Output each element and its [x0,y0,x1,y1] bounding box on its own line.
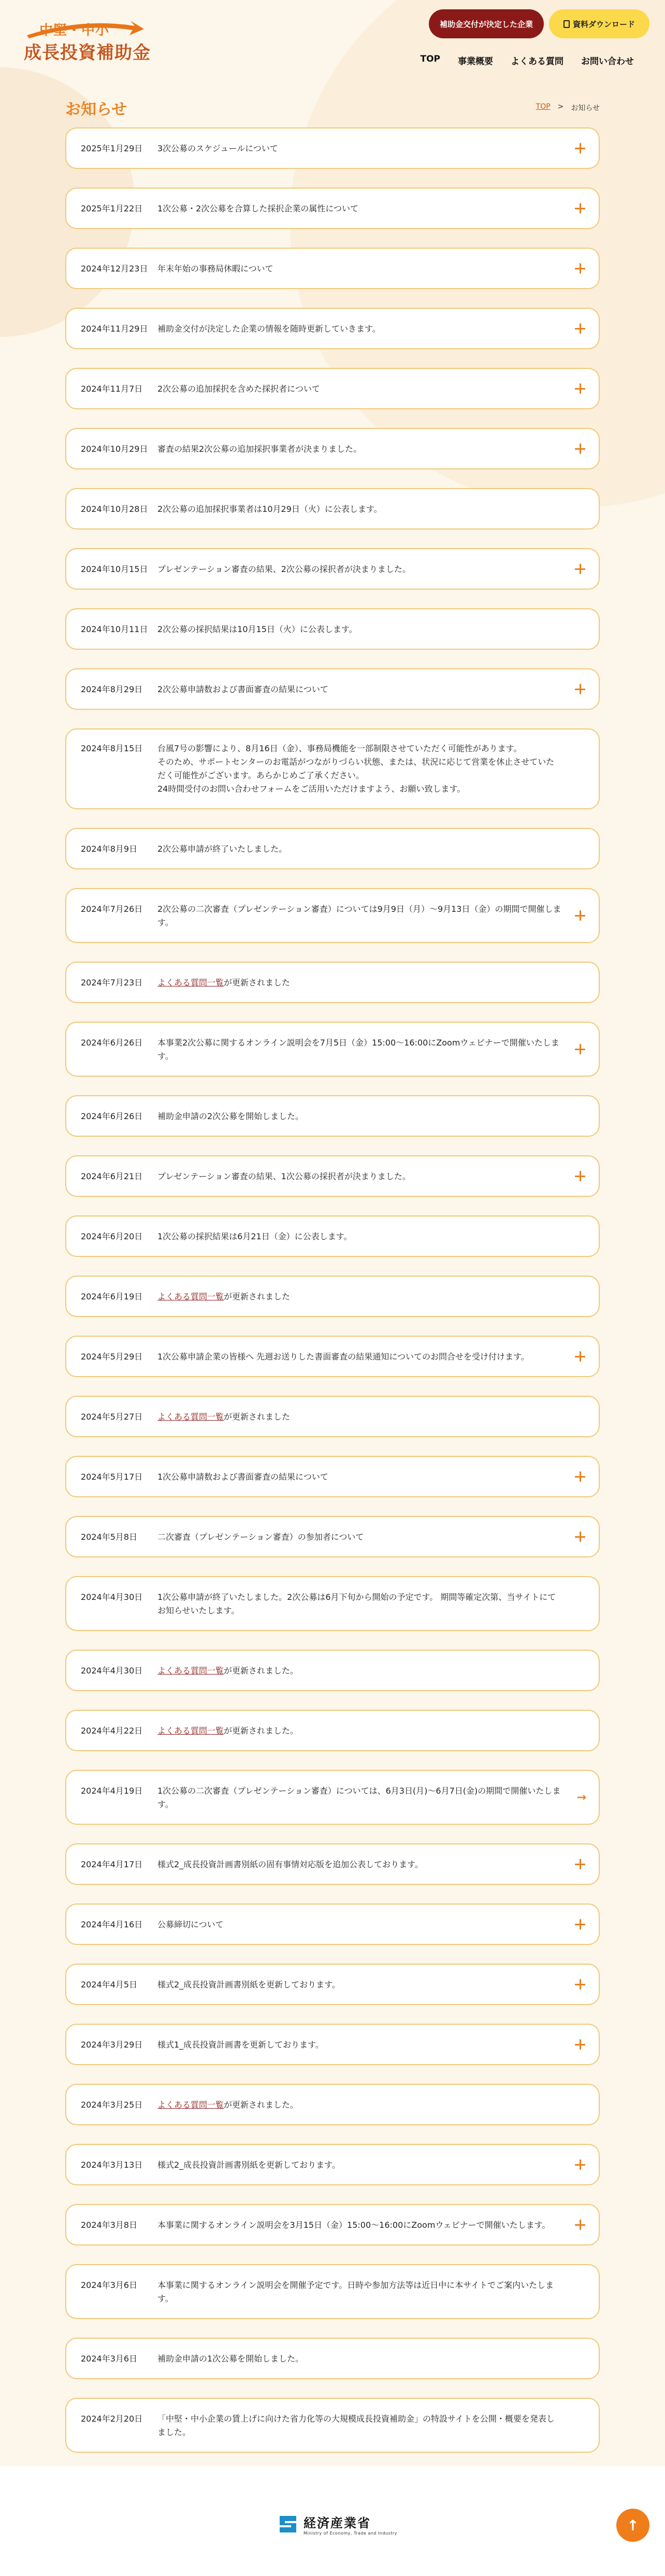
news-date: 2024年2月20日 [81,2414,143,2424]
expand-plus-icon[interactable] [575,383,585,394]
title-row [0,78,665,127]
arrow-right-icon[interactable]: → [576,1791,586,1804]
document-icon [563,20,570,28]
expand-plus-icon[interactable] [575,2220,585,2230]
news-date: 2024年6月20日 [81,1232,143,1241]
news-text [157,903,562,929]
news-date: 2024年6月26日 [81,1111,143,1121]
news-text-body: 2次公募の採択結果は10月15日（火）に公表します。 [157,624,357,634]
expand-plus-icon[interactable] [575,263,585,274]
news-date: 2025年1月22日 [81,204,143,213]
news-text [157,142,562,155]
meti-logo[interactable] [278,2513,397,2536]
news-item[interactable] [65,888,600,943]
news-date: 2024年8月9日 [81,844,138,854]
faq-link[interactable]: よくある質問一覧 [157,1292,224,1301]
news-date: 2024年6月26日 [81,1038,143,1048]
news-date: 2024年6月19日 [81,1292,143,1301]
news-date: 2024年10月29日 [81,444,148,454]
news-item[interactable] [65,2204,600,2245]
news-text-body: 様式2_成長投資計画書別紙を更新しております。 [157,2160,340,2170]
news-date: 2024年4月22日 [81,1726,143,1736]
news-text [157,1230,562,1243]
news-date: 2024年8月15日 [81,743,143,753]
news-text [157,262,562,276]
expand-plus-icon[interactable] [575,443,585,454]
news-item[interactable] [65,368,600,409]
news-date: 2024年10月11日 [81,624,148,634]
site-logo[interactable] [24,15,151,66]
news-text-body: 審査の結果2次公募の追加採択事業者が決まりました。 [157,444,362,454]
news-date: 2024年4月30日 [81,1666,143,1676]
news-text-body: 1次公募の採択結果は6月21日（金）に公表します。 [157,1232,352,1241]
ministry-subtitle: Ministry of Economy, Trade and Industry [303,2531,397,2536]
nav-item-top[interactable]: TOP [420,54,440,64]
news-date: 2024年12月23日 [81,264,148,274]
news-text [157,683,562,696]
news-text-body: 1次公募・2次公募を合算した採択企業の属性について [157,204,359,213]
news-text-body: 本事業2次公募に関するオンライン説明会を7月5日（金）15:00～16:00にZoomウェビナーで開催いたします。 [157,1038,559,1061]
news-text-body: プレゼンテーション審査の結果、1次公募の採択者が決まりました。 [157,1171,411,1181]
news-text-body: が更新されました [224,978,291,988]
news-text-body: 1次公募申請が終了いたしました。2次公募は6月下旬から開始の予定です。 期間等確定次第、当サイトにてお知らせいたします。 [157,1592,556,1615]
expand-plus-icon[interactable] [575,564,585,574]
news-date: 2024年3月25日 [81,2100,143,2110]
news-text-body: 様式1_成長投資計画書を更新しております。 [157,2040,324,2050]
news-text-body: 2次公募申請数および書面審査の結果について [157,684,328,694]
news-item[interactable] [65,2398,600,2453]
news-text-body: 2次公募の追加採択事業者は10月29日（火）に公表します。 [157,504,382,514]
news-text [157,1036,562,1063]
arrow-up-icon: ↑ [627,2516,639,2534]
news-text [157,2352,562,2366]
news-item[interactable] [65,2144,600,2185]
news-text [157,1350,562,1364]
breadcrumb [536,103,600,113]
news-date: 2025年1月29日 [81,144,143,153]
news-item[interactable] [65,127,600,169]
news-item[interactable] [65,488,600,529]
news-text [157,1290,562,1304]
expand-plus-icon[interactable] [575,910,585,921]
news-text-body: が更新されました。 [224,1726,299,1736]
decided-companies-button[interactable]: 補助金交付が決定した企業 [429,9,544,38]
download-button-label: 資料ダウンロード [572,19,635,29]
news-date: 2024年4月5日 [81,1980,138,1990]
breadcrumb-current: お知らせ [571,104,600,112]
news-text-body: 様式2_成長投資計画書別紙を更新しております。 [157,1980,340,1990]
news-item[interactable] [65,2338,600,2379]
news-text-body: 年末年始の事務局休暇について [157,264,273,274]
news-text-body: 本事業に関するオンライン説明会を開催予定です。日時や参加方法等は近日中に本サイトでご案内いたします。 [157,2280,554,2303]
news-text [157,1591,562,1618]
nav-item-contact[interactable]: お問い合わせ [581,56,634,67]
expand-plus-icon[interactable] [575,684,585,694]
news-text-body: 1次公募の二次審査（プレゼンテーション審査）については、6月3日(月)～6月7日(金)の期間で開催いたします。 [157,1786,561,1809]
download-button[interactable] [549,9,649,38]
news-item[interactable] [65,1276,600,1317]
news-text-body: 台風7号の影響により、8月16日（金）、事務局機能を一部制限させていただく可能性があります。 そのため、サポートセンターのお電話がつながりづらい状態、または、状況に応じて営業を休止させていただく可能性がございます。あらかじめご了承ください。 24時間受付のお問い合わせフォームをご活用いただけますよう、お願い致します。 [157,743,555,794]
expand-plus-icon[interactable] [575,2159,585,2170]
news-date: 2024年3月29日 [81,2040,143,2050]
news-item[interactable] [65,1456,600,1497]
news-text [157,1470,562,1484]
news-text-body: 公募締切について [157,1920,224,1929]
news-date: 2024年6月21日 [81,1171,143,1181]
news-text [157,2098,562,2112]
news-text [157,1530,562,1544]
news-item[interactable] [65,1396,600,1437]
news-date: 2024年11月29日 [81,324,148,334]
news-item[interactable] [65,2024,600,2065]
news-item[interactable] [65,608,600,650]
page-title: お知らせ [65,101,127,119]
expand-plus-icon[interactable] [575,1919,585,1929]
news-text [157,503,562,516]
breadcrumb-separator: > [557,103,564,111]
news-item[interactable] [65,1576,600,1631]
news-text [157,742,562,796]
news-text-body: が更新されました。 [224,2100,299,2110]
expand-plus-icon[interactable] [575,1532,585,1542]
news-text [157,1170,562,1183]
news-date: 2024年8月29日 [81,684,143,694]
faq-link[interactable]: よくある質問一覧 [157,1412,224,1422]
expand-plus-icon[interactable] [575,1979,585,1990]
news-text [157,442,562,456]
nav-item-faq[interactable]: よくある質問 [511,56,563,67]
ministry-name: 経済産業省 [303,2516,371,2530]
news-text [157,2412,562,2439]
news-item[interactable] [65,728,600,809]
news-date: 2024年10月28日 [81,504,148,514]
news-date: 2024年7月23日 [81,978,143,988]
logo-text-line2: 成長投資補助金 [24,42,151,63]
news-item[interactable] [65,668,600,710]
news-date: 2024年5月17日 [81,1472,143,1482]
faq-link[interactable]: よくある質問一覧 [157,2100,224,2110]
news-text-body: が更新されました。 [224,1666,299,1676]
faq-link[interactable]: よくある質問一覧 [157,978,224,988]
news-text [157,2279,562,2306]
news-item[interactable] [65,428,600,469]
news-text [157,202,562,216]
news-item[interactable] [65,1022,600,1077]
news-text [157,2219,562,2232]
site-footer [0,2466,665,2576]
news-text-body: 1次公募申請数および書面審査の結果について [157,1472,328,1482]
news-text [157,623,562,636]
news-text-body: 二次審査（プレゼンテーション審査）の参加者について [157,1532,364,1542]
news-text-body: 1次公募申請企業の皆様へ 先週お送りした書面審査の結果通知についてのお問合せを受け付けます。 [157,1352,529,1362]
news-text-body: 「中堅・中小企業の賃上げに向けた省力化等の大規模成長投資補助金」の特設サイトを公開・概要を発表しました。 [157,2414,555,2437]
meti-mark-icon [278,2513,298,2536]
news-item[interactable] [65,1904,600,1945]
news-item[interactable] [65,1215,600,1257]
news-text [157,2158,562,2172]
news-item[interactable] [65,1964,600,2005]
expand-plus-icon[interactable] [575,1351,585,1362]
news-item[interactable] [65,1650,600,1691]
main-nav [420,54,634,67]
news-text [157,563,562,576]
news-item[interactable] [65,548,600,590]
news-item[interactable] [65,1095,600,1137]
news-item[interactable] [65,828,600,869]
expand-plus-icon[interactable] [575,323,585,334]
news-text [157,1858,562,1871]
news-text-body: 補助金申請の1次公募を開始しました。 [157,2354,304,2364]
news-text-body: プレゼンテーション審査の結果、2次公募の採択者が決まりました。 [157,564,411,574]
expand-plus-icon[interactable] [575,203,585,213]
news-date: 2024年10月15日 [81,564,148,574]
news-text-body: 補助金交付が決定した企業の情報を随時更新していきます。 [157,324,381,334]
nav-item-overview[interactable]: 事業概要 [458,56,493,67]
news-text [157,1664,562,1678]
news-date: 2024年3月8日 [81,2220,138,2230]
faq-link[interactable]: よくある質問一覧 [157,1726,224,1736]
news-item[interactable] [65,1843,600,1885]
news-text-body: 本事業に関するオンライン説明会を3月15日（金）15:00～16:00にZoomウェビナーで開催いたします。 [157,2220,551,2230]
expand-plus-icon[interactable] [575,1859,585,1869]
news-text [157,1784,562,1811]
news-text-body: 3次公募のスケジュールについて [157,144,278,153]
news-text-body: が更新されました [224,1292,291,1301]
news-text [157,382,562,396]
news-list [65,127,600,2453]
news-date: 2024年3月6日 [81,2354,138,2364]
news-date: 2024年4月30日 [81,1592,143,1602]
news-text [157,1110,562,1123]
breadcrumb-top-link[interactable]: TOP [536,103,551,111]
news-date: 2024年5月8日 [81,1532,138,1542]
news-item[interactable] [65,1770,600,1825]
news-date: 2024年4月19日 [81,1786,143,1796]
news-text [157,2038,562,2052]
news-date: 2024年7月26日 [81,904,143,914]
news-item[interactable] [65,1336,600,1377]
news-item[interactable] [65,2264,600,2319]
news-text-body: 2次公募の二次審査（プレゼンテーション審査）については9月9日（月）～9月13日（金）の期間で開催します。 [157,904,561,927]
news-item[interactable] [65,2084,600,2125]
news-date: 2024年5月29日 [81,1352,143,1362]
logo-text-line1: 中堅・中小 [39,23,110,38]
back-to-top-button[interactable] [616,2509,649,2542]
news-text-body: 様式2_成長投資計画書別紙の固有事情対応版を追加公表しております。 [157,1859,423,1869]
news-text [157,976,562,990]
news-text-body: 2次公募の追加採択を含めた採択者について [157,384,320,394]
faq-link[interactable]: よくある質問一覧 [157,1666,224,1676]
expand-plus-icon[interactable] [575,143,585,153]
news-text-body: 2次公募申請が終了いたしました。 [157,844,287,854]
news-text [157,1918,562,1931]
news-item[interactable] [65,1155,600,1197]
news-item[interactable] [65,188,600,229]
news-date: 2024年4月17日 [81,1859,143,1869]
news-text [157,842,562,856]
news-item[interactable] [65,962,600,1003]
news-item[interactable] [65,248,600,289]
news-text [157,1724,562,1738]
expand-plus-icon[interactable] [575,1471,585,1482]
news-date: 2024年5月27日 [81,1412,143,1422]
news-text-body: が更新されました [224,1412,291,1422]
news-text [157,322,562,336]
news-text [157,1410,562,1424]
news-date: 2024年3月13日 [81,2160,143,2170]
expand-plus-icon[interactable] [575,2039,585,2050]
news-text [157,1978,562,1992]
news-text-body: 補助金申請の2次公募を開始しました。 [157,1111,304,1121]
news-item[interactable] [65,1710,600,1751]
news-date: 2024年11月7日 [81,384,143,394]
expand-plus-icon[interactable] [575,1171,585,1181]
news-date: 2024年3月6日 [81,2280,138,2290]
site-header [0,0,665,78]
news-item[interactable] [65,308,600,349]
news-item[interactable] [65,1516,600,1557]
expand-plus-icon[interactable] [575,1044,585,1054]
news-date: 2024年4月16日 [81,1920,143,1929]
